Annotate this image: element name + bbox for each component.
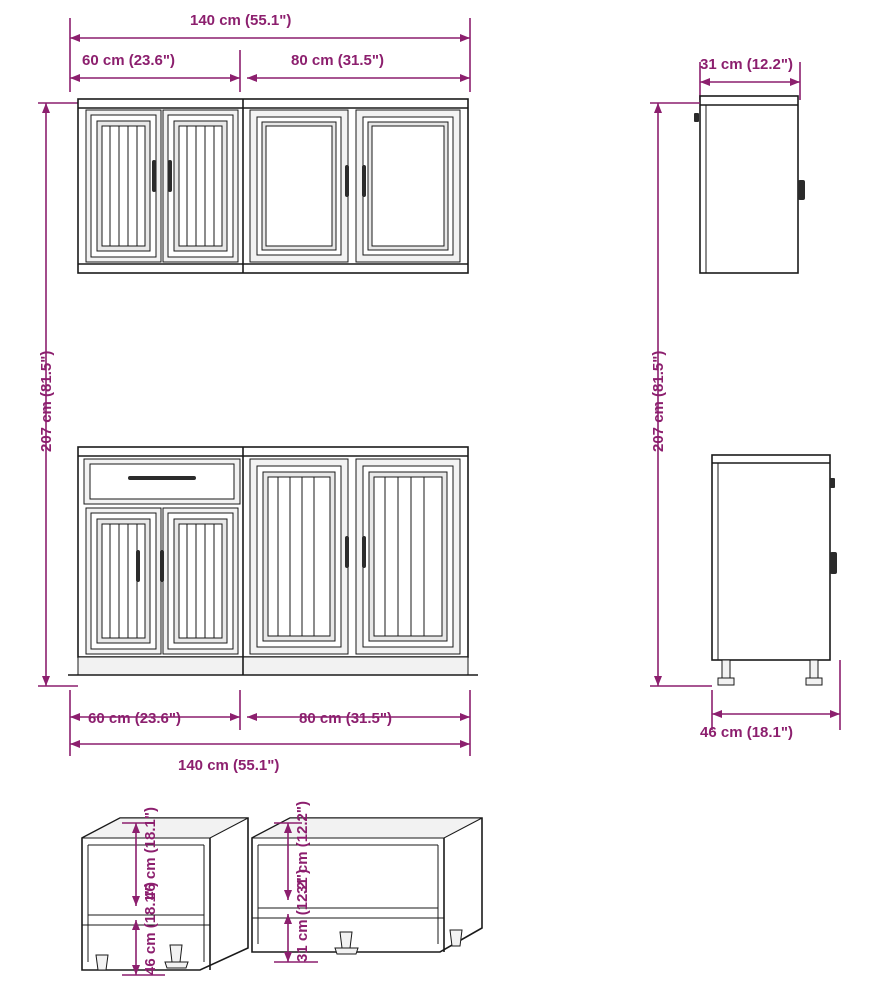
dim-line-bottom-total bbox=[70, 740, 470, 748]
side-view-wall-cabinet bbox=[694, 96, 805, 273]
dim-label-bottom-right: 80 cm (31.5") bbox=[299, 710, 392, 727]
dim-label-iso-base-depth-2: 46 cm (18.1") bbox=[142, 882, 159, 975]
dim-label-bottom-total: 140 cm (55.1") bbox=[178, 757, 280, 774]
dim-label-top-right: 80 cm (31.5") bbox=[291, 52, 384, 69]
front-view-wall-cabinets bbox=[78, 99, 468, 273]
front-view-base-cabinets bbox=[68, 447, 478, 675]
dim-line-side-base-depth bbox=[712, 660, 840, 730]
dim-label-left-height: 207 cm (81.5") bbox=[38, 350, 55, 452]
dim-label-iso-wall-depth-2: 31 cm (12.2") bbox=[294, 869, 311, 962]
dim-label-iso-base-depth: 46 cm (18.1") bbox=[142, 807, 159, 900]
dim-label-side-base-depth: 46 cm (18.1") bbox=[700, 724, 793, 741]
dim-label-iso-wall-depth: 31 cm (12.2") bbox=[294, 801, 311, 894]
dim-label-top-left: 60 cm (23.6") bbox=[82, 52, 175, 69]
side-view-base-cabinet bbox=[712, 455, 837, 685]
dim-label-top-total: 140 cm (55.1") bbox=[190, 12, 292, 29]
dim-label-side-height: 207 cm (81.5") bbox=[650, 350, 667, 452]
dim-label-side-wall-depth: 31 cm (12.2") bbox=[700, 56, 793, 73]
dim-label-bottom-left: 60 cm (23.6") bbox=[88, 710, 181, 727]
